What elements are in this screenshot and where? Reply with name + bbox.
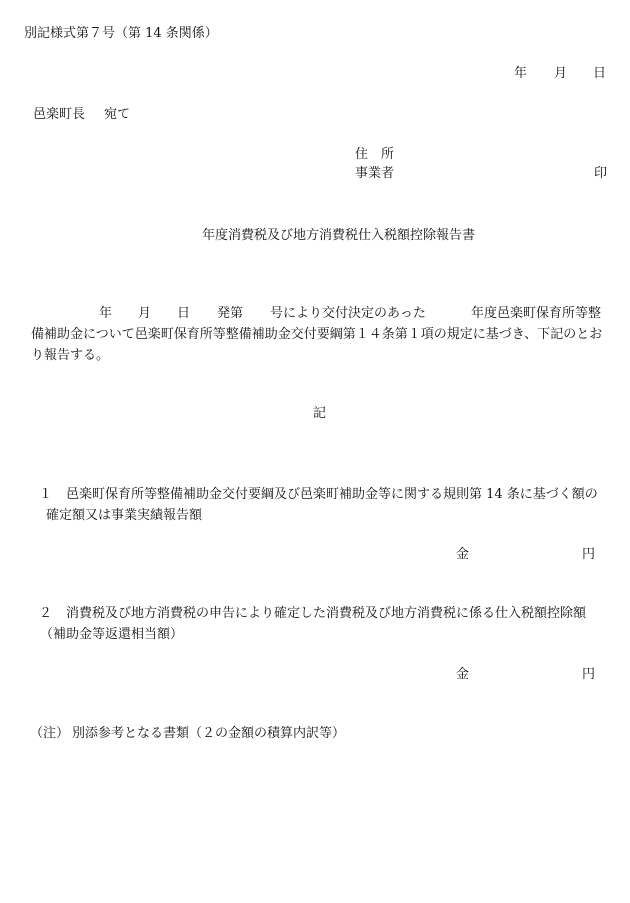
item-1-line-2: 確定額又は事業実績報告額: [46, 508, 203, 523]
item-1-number: １: [39, 487, 53, 502]
item-1-line-1: 邑楽町保育所等整備補助金交付要綱及び邑楽町補助金等に関する規則第 14 条に基づく額の: [66, 487, 598, 502]
seal-mark: 印: [594, 166, 608, 181]
item-2-line-1: 消費税及び地方消費税の申告により確定した消費税及び地方消費税に係る仕入税額控除額: [66, 606, 587, 621]
item-1-amount-suffix: 円: [582, 547, 596, 562]
date-year-label: 年: [514, 66, 528, 81]
item-2-number: ２: [39, 606, 53, 621]
body-decision-text: 号により交付決定のあった: [270, 306, 426, 321]
body-day: 日: [177, 306, 191, 321]
body-fiscal-year-text: 年度邑楽町保育所等整: [471, 306, 602, 321]
addressee-name: 邑楽町長: [33, 107, 86, 122]
body-issue-no-prefix: 発第: [217, 306, 244, 321]
body-year: 年: [99, 306, 113, 321]
address-label: 住 所: [355, 147, 395, 162]
ki-heading: 記: [313, 406, 327, 421]
addressee-suffix: 宛て: [104, 107, 131, 122]
item-1-amount-prefix: 金: [456, 547, 470, 562]
note-label: （注）: [30, 726, 70, 741]
document-title: 年度消費税及び地方消費税仕入税額控除報告書: [202, 228, 476, 243]
body-line-2: 備補助金について邑楽町保育所等整備補助金交付要綱第１４条第１項の規定に基づき、下記のとお: [31, 327, 603, 342]
form-identifier: 別記様式第７号（第 14 条関係）: [24, 26, 218, 41]
body-month: 月: [138, 306, 152, 321]
date-day-label: 日: [593, 66, 607, 81]
date-month-label: 月: [554, 66, 568, 81]
body-line-3: り報告する。: [31, 348, 110, 363]
item-2-line-2: （補助金等返還相当額）: [40, 627, 184, 642]
item-2-amount-prefix: 金: [456, 667, 470, 682]
note-text: 別添参考となる書類（２の金額の積算内訳等）: [72, 726, 346, 741]
business-label: 事業者: [355, 166, 395, 181]
item-2-amount-suffix: 円: [582, 667, 596, 682]
